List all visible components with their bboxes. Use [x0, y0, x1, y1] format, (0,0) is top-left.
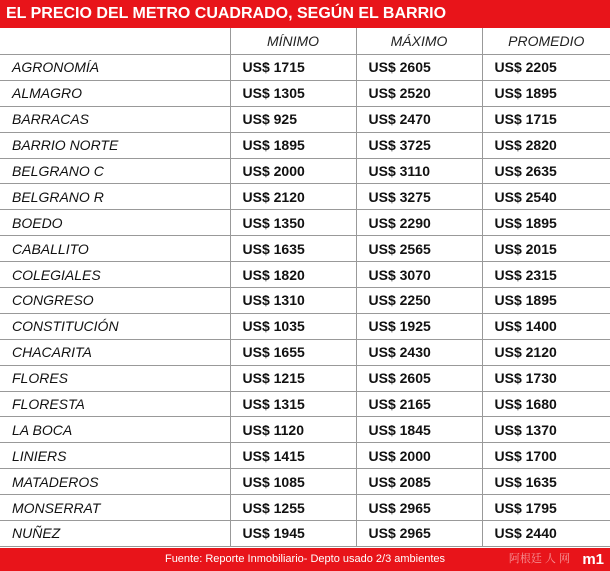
max-price: US$ 2430 — [356, 339, 482, 365]
barrio-name: MATADEROS — [0, 469, 230, 495]
max-price: US$ 2965 — [356, 521, 482, 547]
min-price: US$ 2000 — [230, 158, 356, 184]
avg-price: US$ 1895 — [482, 288, 610, 314]
barrio-name: BOEDO — [0, 210, 230, 236]
table-body — [0, 55, 610, 547]
avg-price: US$ 2440 — [482, 521, 610, 547]
page-title: EL PRECIO DEL METRO CUADRADO, SEGÚN EL BARRIO — [0, 0, 610, 28]
table-row — [0, 391, 610, 417]
max-price: US$ 2085 — [356, 469, 482, 495]
max-price: US$ 2250 — [356, 288, 482, 314]
barrio-name: CONSTITUCIÓN — [0, 313, 230, 339]
table-row — [0, 132, 610, 158]
avg-price: US$ 1730 — [482, 365, 610, 391]
max-price: US$ 1845 — [356, 417, 482, 443]
avg-price: US$ 1635 — [482, 469, 610, 495]
max-price: US$ 2290 — [356, 210, 482, 236]
barrio-name: ALMAGRO — [0, 80, 230, 106]
max-price: US$ 2605 — [356, 55, 482, 81]
avg-price: US$ 1400 — [482, 313, 610, 339]
avg-price: US$ 1700 — [482, 443, 610, 469]
table-row — [0, 80, 610, 106]
header-promedio: PROMEDIO — [482, 28, 610, 55]
min-price: US$ 1655 — [230, 339, 356, 365]
barrio-name: CHACARITA — [0, 339, 230, 365]
table-row — [0, 469, 610, 495]
watermark-text: 阿根廷 人 网 — [508, 553, 570, 565]
brand-logo: m1 — [582, 551, 604, 568]
avg-price: US$ 2015 — [482, 236, 610, 262]
table-row — [0, 158, 610, 184]
barrio-name: BELGRANO C — [0, 158, 230, 184]
barrio-name: COLEGIALES — [0, 262, 230, 288]
barrio-name: CONGRESO — [0, 288, 230, 314]
barrio-name: NUÑEZ — [0, 521, 230, 547]
avg-price: US$ 2120 — [482, 339, 610, 365]
min-price: US$ 925 — [230, 106, 356, 132]
min-price: US$ 2120 — [230, 184, 356, 210]
barrio-name: LINIERS — [0, 443, 230, 469]
max-price: US$ 2965 — [356, 495, 482, 521]
price-table-container — [0, 28, 610, 547]
max-price: US$ 1925 — [356, 313, 482, 339]
avg-price: US$ 2635 — [482, 158, 610, 184]
min-price: US$ 1895 — [230, 132, 356, 158]
table-row — [0, 262, 610, 288]
max-price: US$ 2605 — [356, 365, 482, 391]
avg-price: US$ 1895 — [482, 80, 610, 106]
min-price: US$ 1215 — [230, 365, 356, 391]
avg-price: US$ 1715 — [482, 106, 610, 132]
barrio-name: CABALLITO — [0, 236, 230, 262]
min-price: US$ 1350 — [230, 210, 356, 236]
table-row — [0, 55, 610, 81]
barrio-name: FLORESTA — [0, 391, 230, 417]
min-price: US$ 1305 — [230, 80, 356, 106]
header-minimo: MÍNIMO — [230, 28, 356, 55]
barrio-name: AGRONOMÍA — [0, 55, 230, 81]
table-row — [0, 417, 610, 443]
table-row — [0, 339, 610, 365]
min-price: US$ 1415 — [230, 443, 356, 469]
max-price: US$ 3725 — [356, 132, 482, 158]
table-row — [0, 521, 610, 547]
barrio-name: BELGRANO R — [0, 184, 230, 210]
source-footer: Fuente: Reporte Inmobiliario- Depto usado 2/3 ambientes — [0, 548, 610, 571]
min-price: US$ 1120 — [230, 417, 356, 443]
barrio-name: FLORES — [0, 365, 230, 391]
max-price: US$ 2000 — [356, 443, 482, 469]
min-price: US$ 1635 — [230, 236, 356, 262]
min-price: US$ 1035 — [230, 313, 356, 339]
barrio-name: LA BOCA — [0, 417, 230, 443]
max-price: US$ 2165 — [356, 391, 482, 417]
table-row — [0, 236, 610, 262]
avg-price: US$ 2205 — [482, 55, 610, 81]
max-price: US$ 3275 — [356, 184, 482, 210]
max-price: US$ 3110 — [356, 158, 482, 184]
min-price: US$ 1820 — [230, 262, 356, 288]
avg-price: US$ 2820 — [482, 132, 610, 158]
price-table — [0, 28, 610, 547]
header-maximo: MÁXIMO — [356, 28, 482, 55]
barrio-name: BARRACAS — [0, 106, 230, 132]
min-price: US$ 1315 — [230, 391, 356, 417]
min-price: US$ 1310 — [230, 288, 356, 314]
avg-price: US$ 1370 — [482, 417, 610, 443]
min-price: US$ 1715 — [230, 55, 356, 81]
table-row — [0, 106, 610, 132]
table-row — [0, 443, 610, 469]
min-price: US$ 1945 — [230, 521, 356, 547]
header-barrio — [0, 28, 230, 55]
avg-price: US$ 2540 — [482, 184, 610, 210]
min-price: US$ 1255 — [230, 495, 356, 521]
table-row — [0, 495, 610, 521]
max-price: US$ 2565 — [356, 236, 482, 262]
table-row — [0, 313, 610, 339]
barrio-name: BARRIO NORTE — [0, 132, 230, 158]
table-row — [0, 184, 610, 210]
avg-price: US$ 1895 — [482, 210, 610, 236]
max-price: US$ 2470 — [356, 106, 482, 132]
table-row — [0, 288, 610, 314]
table-row — [0, 210, 610, 236]
avg-price: US$ 1795 — [482, 495, 610, 521]
min-price: US$ 1085 — [230, 469, 356, 495]
max-price: US$ 2520 — [356, 80, 482, 106]
avg-price: US$ 1680 — [482, 391, 610, 417]
table-row — [0, 365, 610, 391]
max-price: US$ 3070 — [356, 262, 482, 288]
barrio-name: MONSERRAT — [0, 495, 230, 521]
avg-price: US$ 2315 — [482, 262, 610, 288]
table-header-row — [0, 28, 610, 55]
